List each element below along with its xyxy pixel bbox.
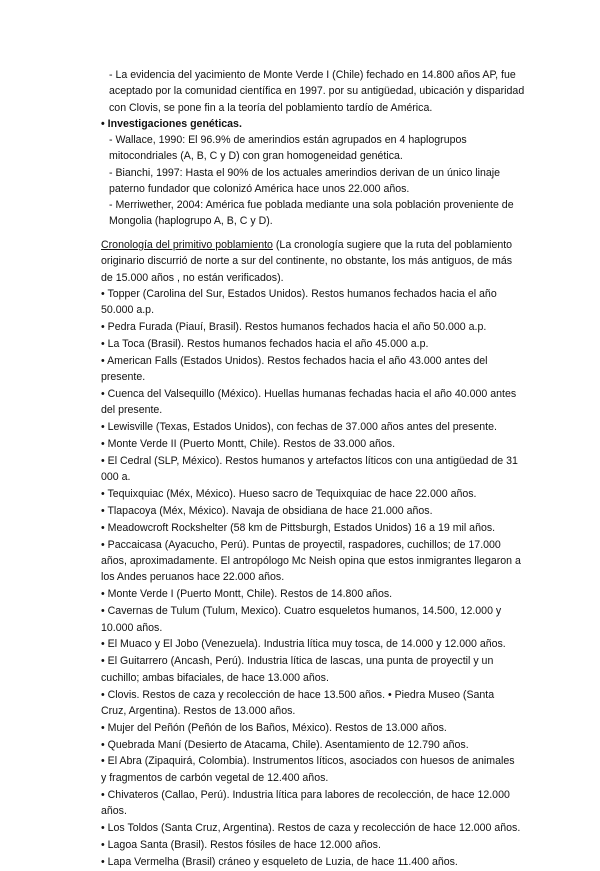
monte-verde-text: - La evidencia del yacimiento de Monte Verde I (Chile) fechado en 14.800 años AP, fue aceptado por la comunidad científica en 1997. por su antigüedad, ubicación y disparidad con Clovis, se pone fin a la teoría del poblamiento tardío de América.	[109, 69, 525, 114]
chronology-intro-paragraph	[101, 237, 521, 286]
chronology-list	[101, 286, 521, 870]
chronology-intro: (La cronología sugiere que la ruta del poblamiento originario discurrió de norte a sur del continente, no obstante, los más antiguos, de más de 15.000 años , no están verificados).	[101, 239, 513, 284]
chronology-entry: • Pedra Furada (Piauí, Brasil). Restos humanos fechados hacia el año 50.000 a.p.	[101, 321, 487, 334]
chronology-entry: • Los Toldos (Santa Cruz, Argentina). Restos de caza y recolección de hace 12.000 años.	[101, 821, 521, 834]
chronology-entry: • Tlapacoya (Méx, México). Navaja de obsidiana de hace 21.000 años.	[101, 505, 433, 518]
chronology-entry: • El Cedral (SLP, México). Restos humanos y artefactos líticos con una antigüedad de 31 000 a.	[101, 455, 518, 484]
genetics-heading: • Investigaciones genéticas.	[101, 118, 242, 130]
chronology-entry: • Mujer del Peñón (Peñón de los Baños, México). Restos de 13.000 años.	[101, 721, 447, 734]
chronology-title: Cronología del primitivo poblamiento	[101, 239, 273, 251]
chronology-entry: • Meadowcroft Rockshelter (58 km de Pittsburgh, Estados Unidos) 16 a 19 mil años.	[101, 521, 496, 534]
chronology-entry: • El Muaco y El Jobo (Venezuela). Industria lítica muy tosca, de 14.000 y 12.000 años.	[101, 638, 506, 651]
chronology-entry: • Cuenca del Valsequillo (México). Huellas humanas fechadas hacia el año 40.000 antes del presente.	[101, 388, 517, 417]
genetics-item: - Bianchi, 1997: Hasta el 90% de los actuales amerindios derivan de un único linaje paterno fundador que colonizó América hace unos 22.000 años.	[109, 166, 501, 195]
chronology-entry: • El Abra (Zipaquirá, Colombia). Instrumentos líticos, asociados con huesos de animales y fragmentos de carbón vegetal de 12.400 años.	[101, 755, 515, 784]
chronology-entry: • American Falls (Estados Unidos). Restos fechados hacia el año 43.000 antes del presente.	[101, 354, 488, 384]
chronology-entry: • Paccaicasa (Ayacucho, Perú). Puntas de proyectil, raspadores, cuchillos; de 17.000 años, aproximadamente. El antropólogo Mc Neish opina que estos inmigrantes llegaron a los Andes peruanos hace 22.000 años.	[101, 538, 521, 584]
chronology-entry: • Tequixquiac (Méx, México). Hueso sacro de Tequixquiac de hace 22.000 años.	[101, 488, 477, 501]
genetics-list	[109, 132, 529, 230]
chronology-entry: • Quebrada Maní (Desierto de Atacama, Chile). Asentamiento de 12.790 años.	[101, 738, 469, 751]
chronology-entry: • Topper (Carolina del Sur, Estados Unidos). Restos humanos fechados hacia el año 50.000 a.p.	[101, 287, 497, 317]
chronology-entry: • El Guitarrero (Ancash, Perú). Industria lítica de lascas, una punta de proyectil y un cuchillo; ambas bifaciales, de hace 13.000 años.	[101, 655, 494, 684]
chronology-entry: • Clovis. Restos de caza y recolección de hace 13.500 años. • Piedra Museo (Santa Cruz, Argentina). Restos de 13.000 años.	[101, 688, 495, 717]
monte-verde-paragraph	[109, 67, 529, 116]
chronology-entry: • Monte Verde II (Puerto Montt, Chile). Restos de 33.000 años.	[101, 438, 396, 451]
chronology-section	[101, 237, 521, 871]
chronology-entry: • Lewisville (Texas, Estados Unidos), con fechas de 37.000 años antes del presente.	[101, 421, 497, 434]
genetics-item: - Wallace, 1990: El 96.9% de amerindios están agrupados en 4 haplogrupos mitocondriales (A, B, C y D) con gran homogeneidad genética.	[109, 134, 467, 163]
chronology-entry: • Cavernas de Tulum (Tulum, Mexico). Cuatro esqueletos humanos, 14.500, 12.000 y 10.000 años.	[101, 605, 502, 634]
chronology-entry: • Chivateros (Callao, Perú). Industria lítica para labores de recolección, de hace 12.000 años.	[101, 788, 510, 817]
chronology-entry: • Lapa Vermelha (Brasil) cráneo y esqueleto de Luzia, de hace 11.400 años.	[101, 855, 458, 868]
chronology-entry: • Lagoa Santa (Brasil). Restos fósiles de hace 12.000 años.	[101, 838, 381, 851]
genetics-item: - Merriwether, 2004: América fue poblada mediante una sola población proveniente de Mongolia (haplogrupo A, B, C y D).	[109, 199, 514, 228]
chronology-entry: • Monte Verde I (Puerto Montt, Chile). Restos de 14.800 años.	[101, 588, 393, 601]
chronology-entry: • La Toca (Brasil). Restos humanos fechados hacia el año 45.000 a.p.	[101, 337, 429, 350]
